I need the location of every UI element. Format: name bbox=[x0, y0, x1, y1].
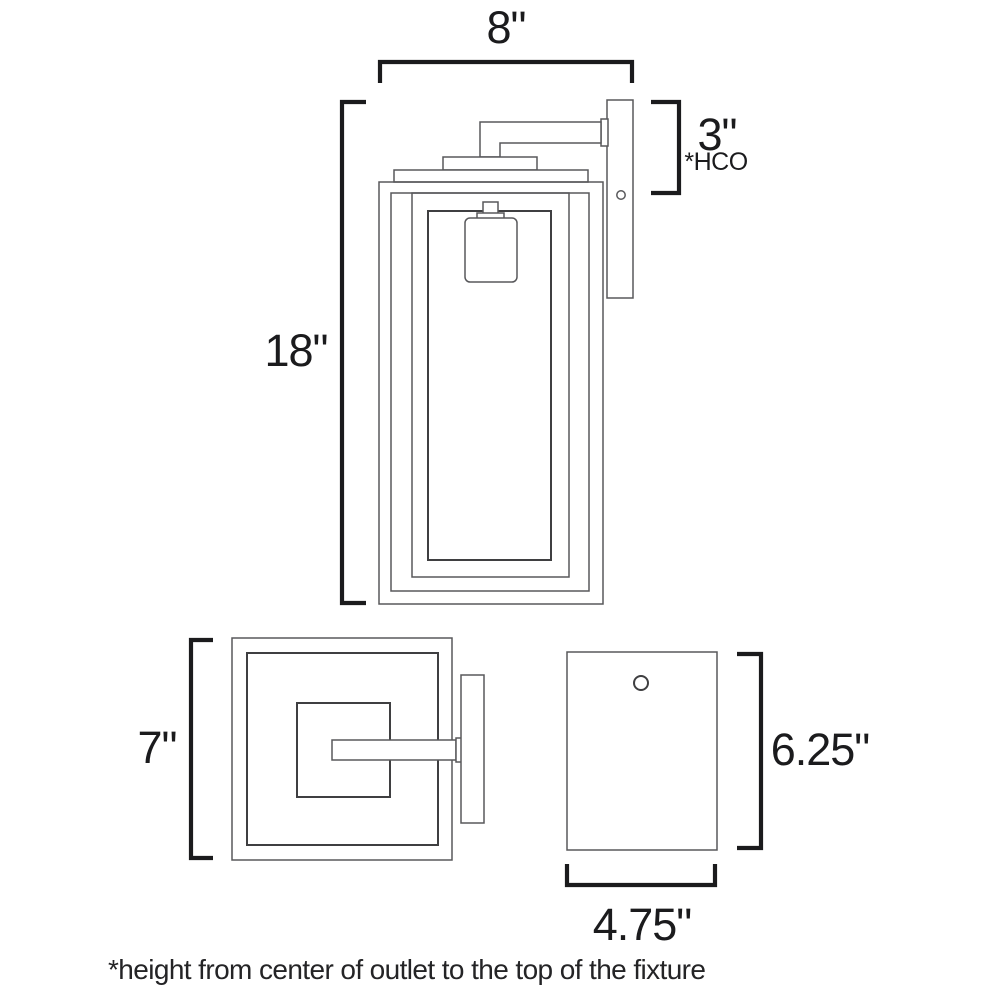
top-view bbox=[191, 638, 484, 860]
back-plate-height-bracket bbox=[737, 654, 761, 848]
front-width-bracket bbox=[380, 62, 632, 83]
arm-flange bbox=[601, 119, 608, 146]
top-mounting-arm bbox=[332, 740, 456, 760]
back-plate-view bbox=[567, 652, 761, 885]
back-plate bbox=[567, 652, 717, 850]
top-depth-dimension-label: 7" bbox=[137, 722, 177, 773]
front-hco-bracket bbox=[651, 102, 679, 193]
back-plate-width-bracket bbox=[567, 864, 715, 885]
back-plate-height-dimension-label: 6.25" bbox=[770, 724, 870, 775]
front-height-dimension-label: 18" bbox=[264, 325, 328, 376]
roof-tier-top bbox=[443, 157, 537, 170]
mounting-arm bbox=[480, 122, 601, 157]
front-hco-dimension-label: 3" bbox=[697, 109, 737, 160]
back-plate-width-dimension-label: 4.75" bbox=[592, 899, 692, 950]
front-height-bracket bbox=[342, 102, 366, 603]
top-depth-bracket bbox=[191, 640, 213, 858]
hco-footnote: *height from center of outlet to the top of the fixture bbox=[108, 954, 706, 985]
hco-abbreviation-label: *HCO bbox=[684, 148, 748, 176]
roof-tier-base bbox=[394, 170, 588, 182]
top-wall-plate bbox=[461, 675, 484, 823]
back-plate-screw-hole bbox=[634, 676, 648, 690]
front-width-dimension-label: 8" bbox=[486, 2, 526, 53]
front-view bbox=[342, 62, 679, 604]
lamp-socket bbox=[465, 218, 517, 282]
